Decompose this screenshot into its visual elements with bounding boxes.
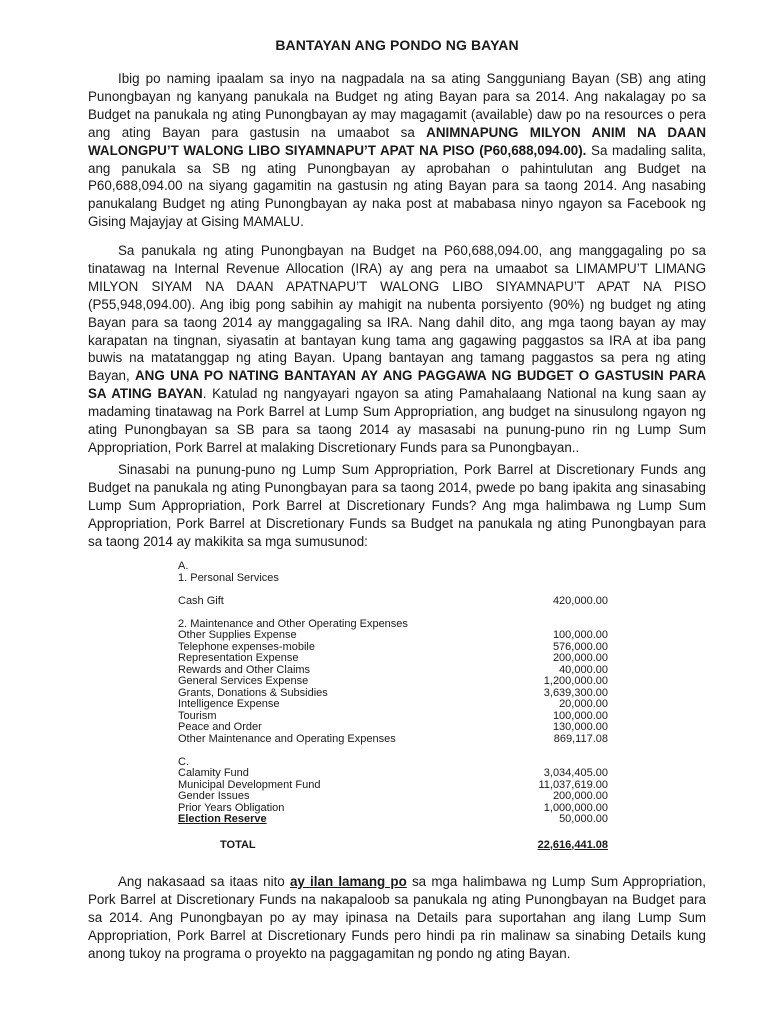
budget-row-label: Prior Years Obligation	[178, 801, 285, 814]
budget-row-amount: 100,000.00	[552, 629, 608, 641]
budget-row	[178, 699, 608, 711]
budget-row-label: Grants, Donations & Subsidies	[178, 686, 328, 699]
budget-row-label: Municipal Development Fund	[178, 778, 321, 791]
mooe-heading: 2. Maintenance and Other Operating Expenses	[178, 617, 408, 630]
budget-row	[178, 676, 608, 688]
mooe-rows	[178, 630, 608, 745]
budget-row	[178, 653, 608, 665]
budget-row-amount: 20,000.00	[559, 698, 608, 710]
budget-row-label: Intelligence Expense	[178, 698, 280, 710]
budget-row	[178, 768, 608, 780]
budget-row-label: Telephone expenses-mobile	[178, 640, 315, 653]
para4-text-b: sa mga halimbawa ng Lump Sum Appropriation, Pork Barrel at Discretionary Funds na nakapaloob sa panukala ng ating Punongbayan na Budget para sa 2014. Ang Punongbayan po ay may ipinasa na Details para suportahan ang ilang Lump Sum Appropriation, Pork Barrel at Discretionary Funds pero hindi pa rin malinaw sa sinabing Details kung anong tukoy na programa o proyekto na paggagamitan ng pondo ng ating Bayan.	[88, 874, 706, 961]
document-title: BANTAYAN ANG PONDO NG BAYAN	[275, 37, 519, 53]
budget-row-amount: 420,000.00	[552, 594, 608, 607]
para1-text-a: Ibig po naming ipaalam sa inyo na nagpadala na sa ating Sangguniang Bayan (SB) ang ating Punongbayan ng kanyang panukala na Budget ng ating Bayan para sa 2014. Ang nakalagay po sa Budget na panukala ng ating Punongbayan ay may magagamit (available) daw po na resources o pera ang ating Bayan para gastusin na umaabot sa	[88, 71, 706, 140]
budget-row-amount: 50,000.00	[559, 813, 608, 825]
budget-row-amount: 1,200,000.00	[543, 675, 608, 687]
budget-row-amount: 1,000,000.00	[543, 801, 608, 814]
budget-row-label: Other Supplies Expense	[178, 629, 297, 641]
section-c-rows	[178, 768, 608, 826]
para2-text-a: Sa panukala ng ating Punongbayan na Budget na P60,688,094.00, ang manggagaling po sa tinatawag na Internal Revenue Allocation (IRA) ay ang pera na umaabot sa LIMAMPU’T LIMANG MILYON SIYAM NA DAAN APATNAPU’T WALONG LIBO SIYAMNAPU’T APAT NA PISO (P55,948,094.00). Ang ibig pong sabihin ay mahigit na nubenta porsiyento (90%) ng budget ng ating Bayan para sa taong 2014 ay manggagaling sa IRA. Nang dahil dito, ang mga taong bayan ay may karapatan na tingnan, siyasatin at bantayan kung tama ang gagawing paggastos sa IRA at iba pang buwis na matatanggap ng ating Bayan. Upang bantayan ang tamang paggastos sa pera ng ating Bayan,	[88, 243, 706, 384]
budget-row	[178, 734, 608, 746]
section-a-letter: A.	[178, 560, 189, 572]
budget-row-amount: 576,000.00	[552, 640, 608, 653]
budget-row	[178, 630, 608, 642]
para1-bold-amount: ANIMNAPUNG MILYON ANIM NA DAAN WALONGPU’T WALONG LIBO SIYAMNAPU’T APAT NA PISO (P60,688,094.00).	[88, 124, 706, 158]
budget-row	[178, 814, 608, 826]
budget-row-amount: 3,034,405.00	[543, 767, 608, 779]
para4-bold-underline: ay ilan lamang po	[289, 874, 407, 889]
para3-text: Sinasabi na punung-puno ng Lump Sum Appropriation, Pork Barrel at Discretionary Funds ang Budget na panukala ng ating Punongbayan para sa taong 2014, pwede po bang ipakita ang sinasabing Lump Sum Appropriation, Pork Barrel at Discretionary Funds? Ang mga halimbawa ng Lump Sum Appropriation, Pork Barrel at Discretionary Funds sa Budget na panukala ng ating Punongbayan para sa taong 2014 ay makikita sa mga sumusunod:	[88, 462, 706, 549]
budget-row	[178, 596, 608, 608]
budget-row-amount: 100,000.00	[552, 709, 608, 722]
budget-row-amount: 40,000.00	[559, 663, 608, 676]
paragraph-lump-sum	[88, 461, 706, 551]
para1-text-b: Sa madaling salita, ang panukala sa SB ng ating Punongbayan ay aprobahan o pahintulutan ang Budget na P60,688,094.00 na siyang gagamitin na gastusin ng ating Bayan para sa taong 2014. Ang nasabing panukalang Budget ng ating Punongbayan ay naka post at mababasa ninyo ngayon sa Facebook ng Gising Majayjay at Gising MAMALU.	[88, 142, 706, 230]
section-c-letter: C.	[178, 755, 189, 768]
budget-total-amount: 22,616,441.08	[537, 838, 608, 851]
budget-row-amount: 200,000.00	[552, 790, 608, 802]
budget-row-amount: 130,000.00	[552, 721, 608, 733]
budget-row-label: Representation Expense	[178, 652, 299, 664]
budget-row	[178, 722, 608, 734]
budget-table	[178, 561, 608, 851]
paragraph-conclusion	[88, 873, 706, 963]
budget-row-label: Calamity Fund	[178, 767, 249, 779]
paragraph-ira	[88, 242, 706, 457]
budget-row-label: Rewards and Other Claims	[178, 663, 311, 676]
budget-row-label: Cash Gift	[178, 594, 224, 607]
para4-text-a: Ang nakasaad sa itaas nito	[118, 874, 290, 889]
para2-bold-statement: ANG UNA PO NATING BANTAYAN AY ANG PAGGAWA NG BUDGET O GASTUSIN PARA SA ATING BAYAN	[88, 368, 706, 402]
budget-row-label: Election Reserve	[178, 813, 267, 825]
budget-row-amount: 200,000.00	[552, 652, 608, 664]
budget-row	[178, 791, 608, 803]
budget-row-label: General Services Expense	[178, 675, 309, 687]
budget-row-label: Gender Issues	[178, 790, 250, 802]
budget-row-label: Peace and Order	[178, 721, 262, 733]
budget-row-amount: 869,117.08	[553, 732, 608, 745]
budget-row-amount: 11,037,619.00	[538, 778, 608, 791]
document-page	[88, 0, 706, 1024]
para2-text-b: . Katulad ng nangyayari ngayon sa ating Pamahalaang National na kung saan ay madaming tinatawag na Pork Barrel at Lump Sum Appropriation, ang budget na sinusulong ngayon ng ating Punongbayan sa SB para sa taong 2014 ay masasabi na punung-puno rin ng Lump Sum Appropriation, Pork Barrel at malaking Discretionary Funds para sa Punongbayan..	[88, 386, 706, 455]
budget-row-label: Other Maintenance and Operating Expenses	[178, 732, 396, 745]
budget-total-label: TOTAL	[220, 838, 256, 851]
budget-row-amount: 3,639,300.00	[543, 686, 608, 699]
paragraph-intro	[88, 70, 706, 231]
budget-row-label: Tourism	[178, 709, 217, 722]
section-a-heading: 1. Personal Services	[178, 571, 279, 584]
budget-total-row	[178, 840, 608, 852]
